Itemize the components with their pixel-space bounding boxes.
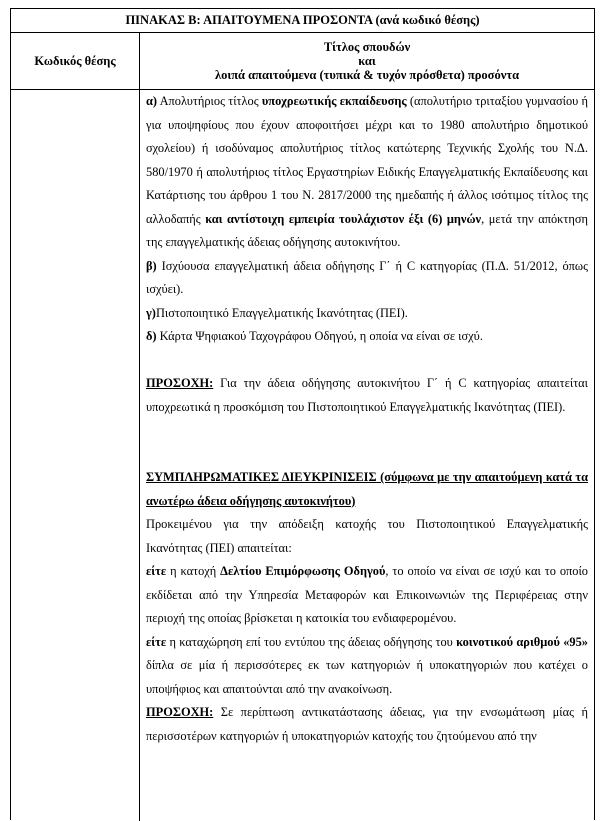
body-main-cell: [140, 90, 594, 821]
requirement-b: β) Ισχύουσα επαγγελματική άδεια οδήγησης Γ΄ ή C κατηγορίας (Π.Δ. 51/2012, όπως ισχύει).: [146, 258, 588, 296]
either-option-1: είτε η κατοχή Δελτίου Επιμόρφωσης Οδηγού, το οποίο να είναι σε ισχύ και το οποίο εκδίδεται από την Υπηρεσία Μεταφορών και Επικοινωνιών της Περιφέρειας στην περιοχή της οποίας βρίσκεται η κατοικία του ενδιαφερομένου.: [146, 564, 588, 625]
requirements-table: [10, 8, 595, 820]
supplementary-heading: ΣΥΜΠΛΗΡΩΜΑΤΙΚΕΣ ΔΙΕΥΚΡΙΝΙΣΕΙΣ (σύμφωνα με την απαιτούμενη κατά τα ανωτέρω άδεια οδήγησης αυτοκινήτου): [146, 470, 588, 508]
body-code-cell: [11, 90, 140, 821]
either-option-2: είτε η καταχώρηση επί του εντύπου της άδειας οδήγησης του κοινοτικού αριθμού «95» δίπλα σε μία ή περισσότερες εκ των κατηγοριών ή υποκατηγοριών που κατέχει ο υποψήφιος και απαιτούνται από την ανακοίνωση.: [146, 634, 588, 696]
table-title: ΠΙΝΑΚΑΣ Β: ΑΠΑΙΤΟΥΜΕΝΑ ΠΡΟΣΟΝΤΑ (ανά κωδικό θέσης): [11, 9, 594, 33]
requirement-c: γ)Πιστοποιητικό Επαγγελματικής Ικανότητας (ΠΕΙ).: [146, 305, 408, 320]
header-main-line1: Τίτλος σπουδών: [323, 40, 411, 54]
table-body-row: [11, 90, 594, 821]
requirement-a: α) Απολυτήριος τίτλος υποχρεωτικής εκπαίδευσης (απολυτήριο τριταξίου γυμνασίου ή για υποψηφίους που έχουν αποφοιτήσει μέχρι και το 1980 απολυτήριο δημοτικού σχολείου) ή ισοδύναμος απολυτήριος τίτλος κατώτερης Τεχνικής Σχολής του Ν.Δ. 580/1970 ή απολυτήριος τίτλος Εργαστηρίων Ειδικής Επαγγελματικής Εκπαίδευσης και Κατάρτισης του άρθρου 1 του Ν. 2817/2000 της ημεδαπής ή άλλος ισότιμος τίτλος της αλλοδαπής και αντίστοιχη εμπειρία τουλάχιστον έξι (6) μηνών, μετά την απόκτηση της επαγγελματικής άδειας οδήγησης αυτοκινήτου.: [146, 94, 589, 249]
header-main-cell: [140, 33, 594, 89]
header-code-cell: [11, 33, 140, 89]
header-main-line3: λοιπά απαιτούμενα (τυπικά & τυχόν πρόσθετα) προσόντα: [214, 68, 520, 82]
spacer: [146, 349, 588, 373]
spacer: [146, 419, 588, 466]
requirement-d: δ) Κάρτα Ψηφιακού Ταχογράφου Οδηγού, η οποία να είναι σε ισχύ.: [146, 329, 483, 343]
attention-note-2: ΠΡΟΣΟΧΗ: Σε περίπτωση αντικατάστασης άδειας, για την ενσωμάτωση μίας ή περισσοτέρων κατηγοριών ή υποκατηγοριών κατοχής του ζητούμενου από την: [146, 705, 588, 743]
pei-intro: Προκειμένου για την απόδειξη κατοχής του Πιστοποιητικού Επαγγελματικής Ικανότητας (ΠΕΙ) απαιτείται:: [146, 517, 588, 555]
attention-note-1: ΠΡΟΣΟΧΗ: Για την άδεια οδήγησης αυτοκινήτου Γ΄ ή C κατηγορίας απαιτείται υποχρεωτικά η προσκόμιση του Πιστοποιητικού Επαγγελματικής Ικανότητας (ΠΕΙ).: [146, 376, 588, 414]
header-code-label: Κωδικός θέσης: [34, 53, 116, 68]
table-header-row: [11, 33, 594, 90]
header-main-line2: και: [358, 54, 376, 68]
